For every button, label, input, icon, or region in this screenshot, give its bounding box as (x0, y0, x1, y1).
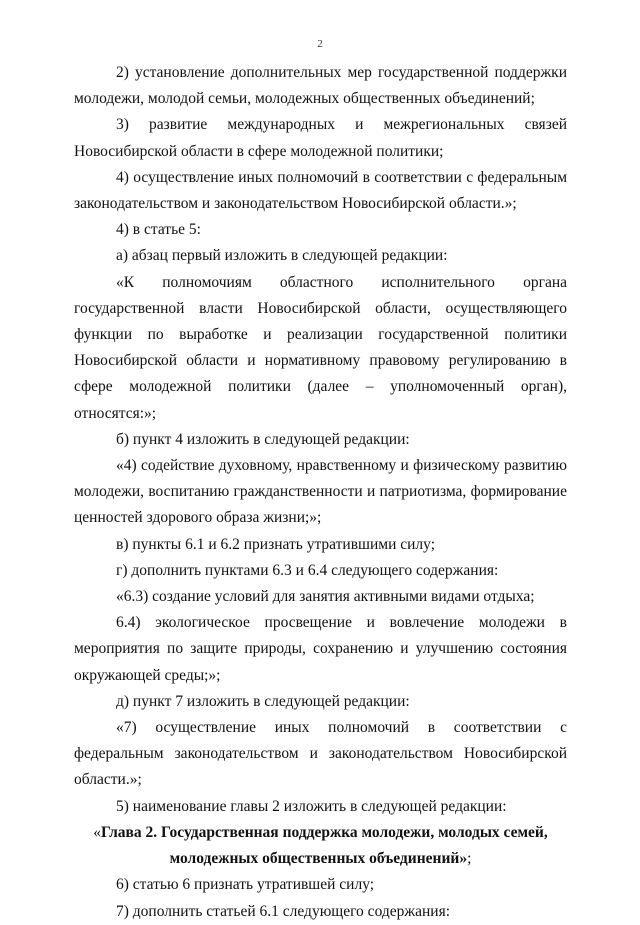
paragraph-article-5: 4) в статье 5: (116, 221, 201, 239)
chapter-heading-line-1: Глава 2. Государственная поддержка молодежи, молодых семей, (100, 823, 548, 841)
chapter-heading-quote-open: « (93, 823, 101, 841)
paragraph-subitem-g: г) дополнить пунктами 6.3 и 6.4 следующего содержания: (116, 561, 499, 579)
paragraph-subitem-a: а) абзац первый изложить в следующей редакции: (116, 247, 448, 265)
chapter-heading-quote-close: » (459, 850, 468, 868)
paragraph-item-3: 3) развитие международных и межрегиональных связей Новосибирской области в сфере молодежной политики; (74, 116, 567, 160)
page-number: 2 (317, 38, 323, 50)
paragraph-item-4: 4) осуществление иных полномочий в соответствии с федеральным законодательством и законодательством Новосибирской области.»; (74, 168, 567, 213)
paragraph-quote-powers: «К полномочиям областного исполнительного органа государственной власти Новосибирской области, осуществляющего функции по выработке и реализации государственной политики Новосибирской области и нормативному правовому регулированию в сфере молодежной политики (далее – уполномоченный орган), относятся:»; (74, 273, 567, 422)
paragraph-item-6: 6) статью 6 признать утратившей силу; (116, 876, 375, 894)
paragraph-point-6-3: «6.3) создание условий для занятия активными видами отдыха; (116, 588, 535, 606)
paragraph-item-5: 5) наименование главы 2 изложить в следующей редакции: (116, 797, 507, 815)
chapter-heading-semicolon: ; (467, 850, 472, 868)
paragraph-subitem-d: д) пункт 7 изложить в следующей редакции: (116, 692, 410, 710)
paragraph-subitem-v: в) пункты 6.1 и 6.2 признать утратившими силу; (116, 535, 436, 553)
chapter-heading (74, 820, 567, 872)
paragraph-quote-point-7: «7) осуществление иных полномочий в соответствии с федеральным законодательством и законодательством Новосибирской области.»; (74, 719, 567, 789)
paragraph-quote-point-4: «4) содействие духовному, нравственному и физическому развитию молодежи, воспитанию гражданственности и патриотизма, формирование ценностей здорового образа жизни;»; (74, 457, 567, 527)
paragraph-item-2: 2) установление дополнительных мер государственной поддержки молодежи, молодой семьи, молодежных общественных объединений; (74, 64, 567, 108)
paragraph-point-6-4: 6.4) экологическое просвещение и вовлечение молодежи в мероприятия по защите природы, сохранению и улучшению состояния окружающей среды;»; (74, 614, 567, 684)
document-body (74, 60, 567, 925)
paragraph-item-7: 7) дополнить статьей 6.1 следующего содержания: (116, 902, 450, 920)
paragraph-subitem-b: б) пункт 4 изложить в следующей редакции: (116, 430, 410, 448)
chapter-heading-line-2: молодежных общественных объединений (169, 850, 460, 868)
